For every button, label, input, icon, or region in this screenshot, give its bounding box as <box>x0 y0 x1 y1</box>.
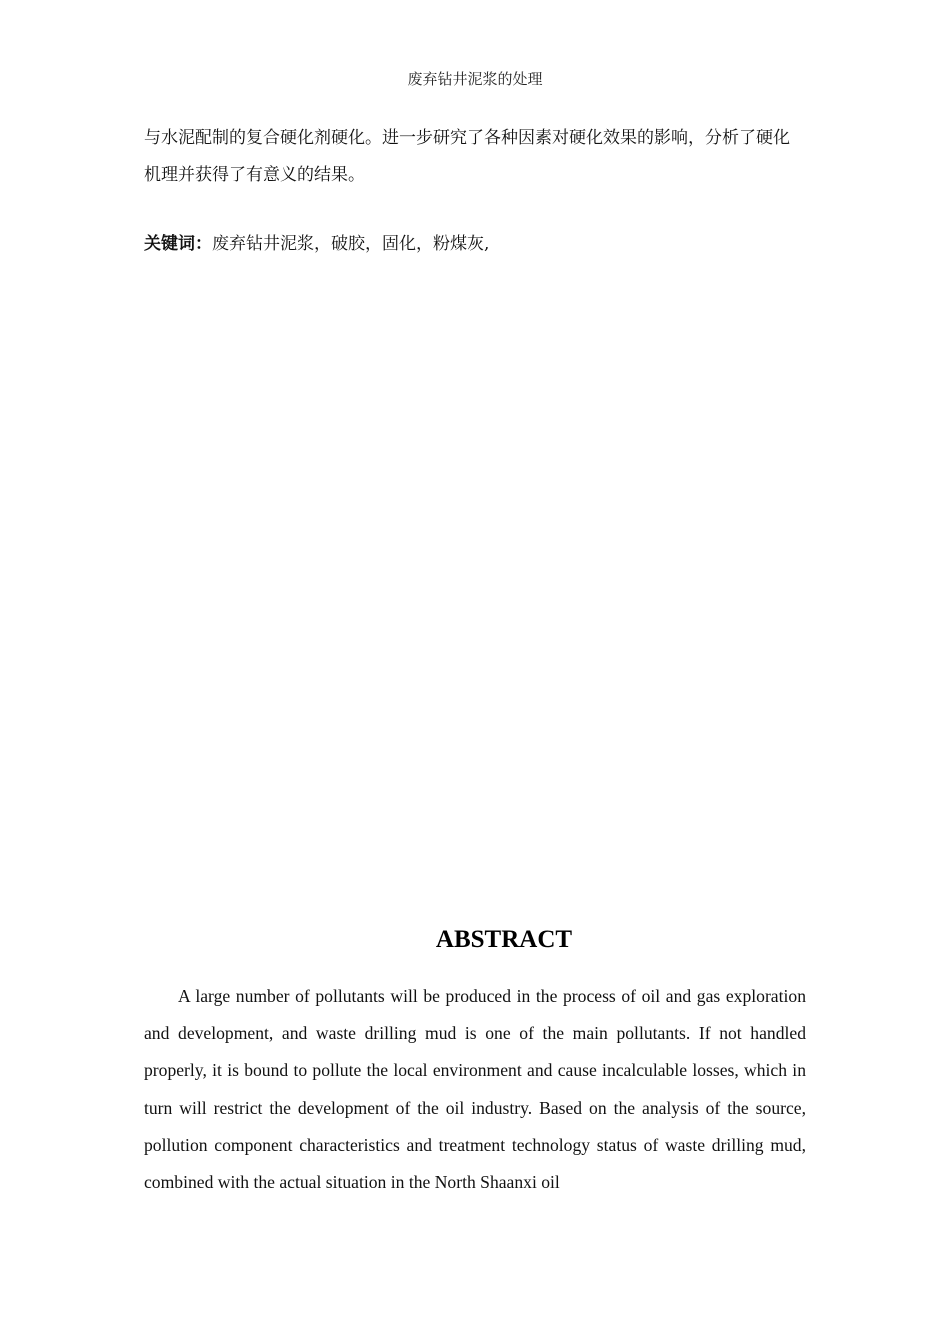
abstract-paragraph: A large number of pollutants will be produced in the process of oil and gas exploration and development, and waste drilling mud is one of the main pollutants. If not handled properly, it is bound to pollute the local environment and cause incalculable losses, which in turn will restrict the development of the oil industry. Based on the analysis of the source, pollution component characteristics and treatment technology status of waste drilling mud, combined with the actual situation in the North Shaanxi oil <box>144 986 806 1193</box>
chinese-abstract-continuation <box>144 120 806 194</box>
chinese-abstract-text: 与水泥配制的复合硬化剂硬化。进一步研究了各种因素对硬化效果的影响，分析了硬化机理并获得了有意义的结果。 <box>144 128 790 185</box>
keywords-line <box>144 226 806 263</box>
abstract-heading: ABSTRACT <box>435 926 573 953</box>
running-header: 废弃钻井泥浆的处理 <box>407 70 543 88</box>
keywords-label: 关键词： <box>144 234 212 254</box>
keywords-value: 废弃钻井泥浆，破胶，固化，粉煤灰, <box>212 234 490 254</box>
abstract-body <box>144 978 806 1201</box>
